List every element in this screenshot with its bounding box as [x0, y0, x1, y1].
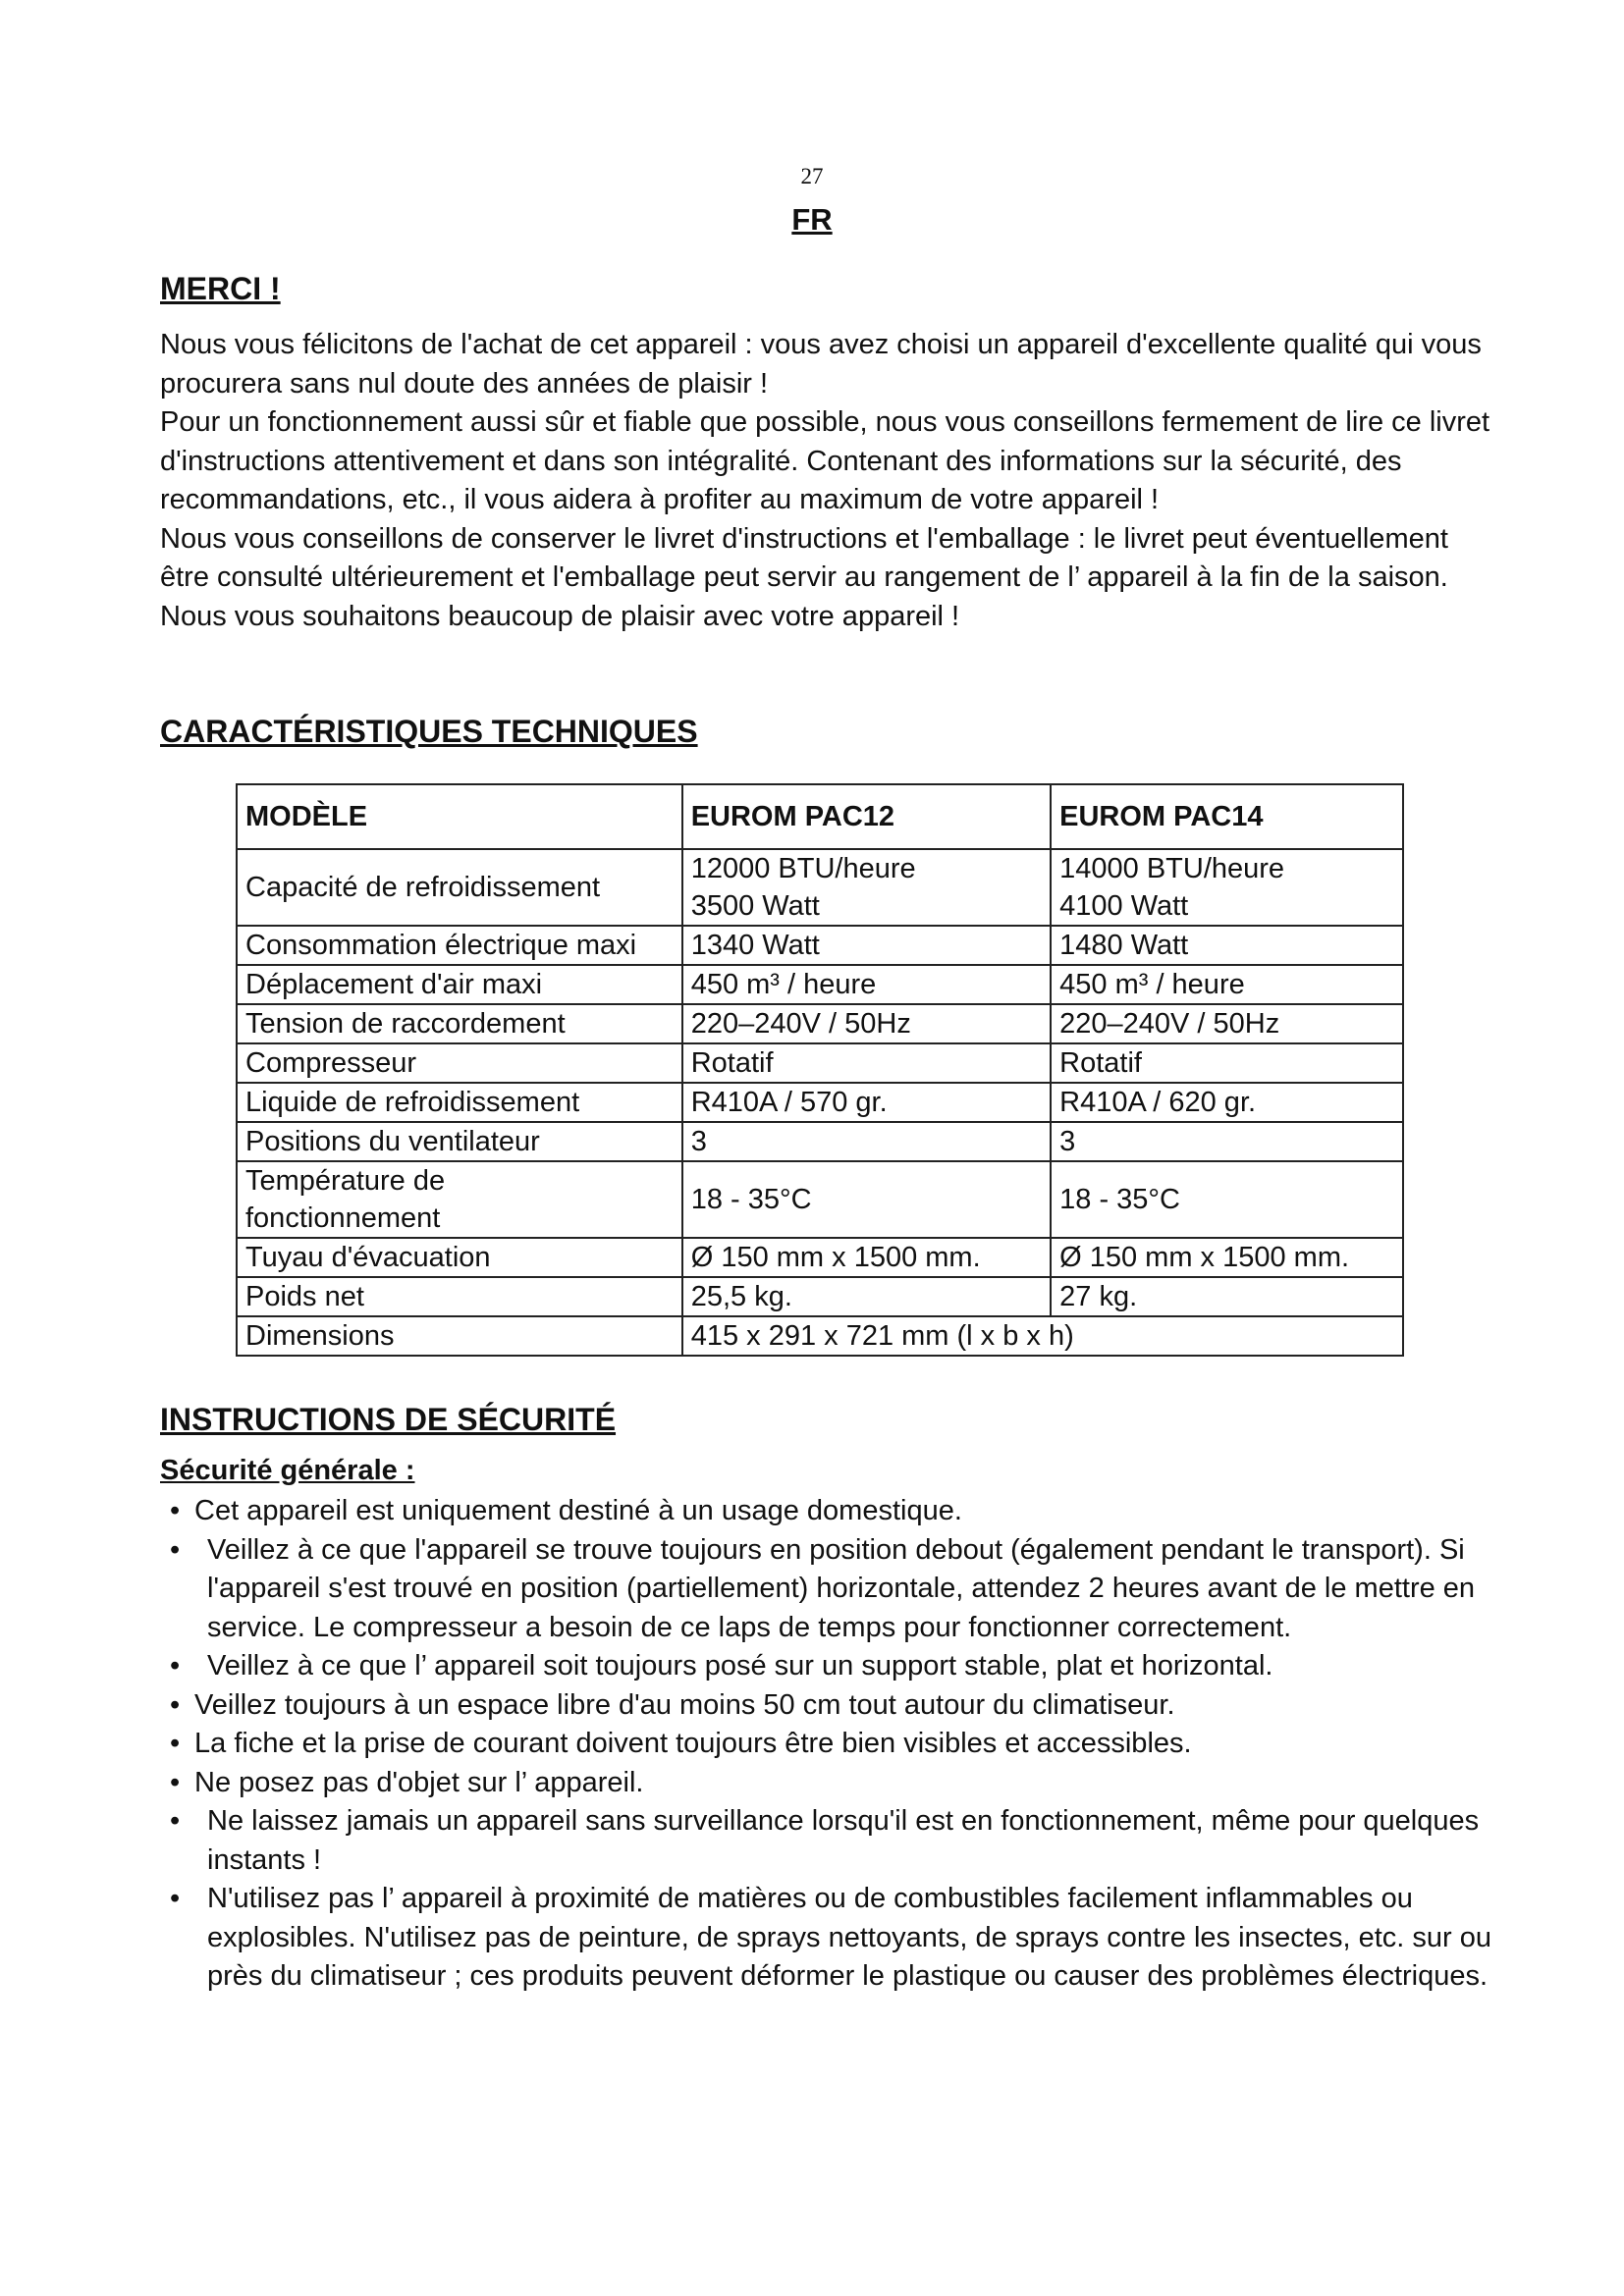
bullet-icon: •: [170, 1883, 181, 1914]
list-item-text: Veillez à ce que l’ appareil soit toujours posé sur un support stable, plat et horizontal.: [207, 1650, 1273, 1682]
cell-pac12: 450 m³ / heure: [682, 965, 1051, 1004]
cell-pac12: Rotatif: [682, 1043, 1051, 1083]
cell-pac12: [682, 849, 1051, 926]
cell-pac12: 3: [682, 1122, 1051, 1161]
bullet-icon: •: [170, 1728, 181, 1759]
cell-pac14: 18 - 35°C: [1051, 1161, 1403, 1238]
intro-paragraph: Nous vous félicitons de l'achat de cet appareil : vous avez choisi un appareil d'excellente qualité qui vous procurera sans nul doute des années de plaisir !: [160, 329, 1482, 400]
cell-line: Température de: [245, 1165, 446, 1197]
cell-line: 3500 Watt: [690, 890, 820, 922]
safety-heading: INSTRUCTIONS DE SÉCURITÉ: [160, 1402, 617, 1437]
bullet-icon: •: [170, 1495, 181, 1526]
cell-pac14: R410A / 620 gr.: [1051, 1083, 1403, 1122]
row-label: Capacité de refroidissement: [237, 849, 682, 926]
intro-paragraph: Pour un fonctionnement aussi sûr et fiable que possible, nous vous conseillons fermement de lire ce livret d'instructions attentivement et dans son intégralité. Contenant des informations sur la sécurité, des recommandations, etc., il vous aidera à profiter au maximum de votre appareil !: [160, 406, 1490, 515]
column-header-pac14: EUROM PAC14: [1051, 784, 1403, 849]
safety-subheading: Sécurité générale :: [160, 1455, 415, 1486]
table-row: [237, 1238, 1403, 1277]
row-label: Dimensions: [237, 1316, 682, 1356]
list-item-text: Ne posez pas d'objet sur l’ appareil.: [194, 1766, 644, 1798]
list-item: [160, 1492, 1495, 1531]
bullet-icon: •: [170, 1533, 181, 1566]
list-item-text: N'utilisez pas l’ appareil à proximité de matières ou de combustibles facilement inflammables ou explosibles. N'utilisez pas de peinture, de sprays nettoyants, de sprays contre les insectes, etc. sur ou près du climatiseur ; ces produits peuvent déformer le plastique ou causer des problèmes électriques.: [207, 1883, 1491, 1992]
list-item-text: Ne laissez jamais un appareil sans surveillance lorsqu'il est en fonctionnement, même pour quelques instants !: [207, 1805, 1480, 1876]
row-label: Déplacement d'air maxi: [237, 965, 682, 1004]
cell-pac12: R410A / 570 gr.: [682, 1083, 1051, 1122]
table-row: [237, 965, 1403, 1004]
specs-table: [236, 783, 1404, 1357]
cell-pac14: 220–240V / 50Hz: [1051, 1004, 1403, 1043]
bullet-icon: •: [170, 1766, 181, 1798]
intro-text: [160, 326, 1495, 636]
cell-pac14: 27 kg.: [1051, 1277, 1403, 1316]
row-label: Consommation électrique maxi: [237, 926, 682, 965]
list-item-text: Veillez toujours à un espace libre d'au moins 50 cm tout autour du climatiseur.: [194, 1688, 1175, 1721]
row-label: Poids net: [237, 1277, 682, 1316]
list-item-text: La fiche et la prise de courant doivent toujours être bien visibles et accessibles.: [194, 1728, 1192, 1759]
bullet-icon: •: [170, 1805, 181, 1837]
table-row: [237, 1277, 1403, 1316]
list-item-text: Veillez à ce que l'appareil se trouve toujours en position debout (également pendant le transport). Si l'appareil s'est trouvé en position (partiellement) horizontale, attendez 2 heures avant de le mettre en service. Le compresseur a besoin de ce laps de temps pour fonctionner correctement.: [207, 1533, 1476, 1643]
row-label: Liquide de refroidissement: [237, 1083, 682, 1122]
table-header-row: [237, 784, 1403, 849]
cell-pac12: 18 - 35°C: [682, 1161, 1051, 1238]
bullet-icon: •: [170, 1688, 181, 1721]
cell-pac14: 3: [1051, 1122, 1403, 1161]
page-number: 27: [800, 164, 824, 188]
cell-line: 14000 BTU/heure: [1059, 853, 1285, 884]
intro-paragraph: Nous vous souhaitons beaucoup de plaisir avec votre appareil !: [160, 600, 960, 632]
cell-pac14: [1051, 849, 1403, 926]
cell-both-models: 415 x 291 x 721 mm (l x b x h): [682, 1316, 1403, 1356]
list-item: [160, 1686, 1495, 1726]
table-row: [237, 926, 1403, 965]
cell-line: 12000 BTU/heure: [690, 853, 916, 884]
cell-pac14: 450 m³ / heure: [1051, 965, 1403, 1004]
list-item: [160, 1725, 1495, 1764]
safety-list: [160, 1492, 1495, 1997]
list-item: [160, 1802, 1495, 1880]
list-item-text: Cet appareil est uniquement destiné à un usage domestique.: [194, 1495, 962, 1526]
cell-pac14: Rotatif: [1051, 1043, 1403, 1083]
list-item: [160, 1647, 1495, 1686]
intro-paragraph: Nous vous conseillons de conserver le livret d'instructions et l'emballage : le livret peut éventuellement être consulté ultérieurement et l'emballage peut servir au rangement de l’ appareil à la fin de la saison.: [160, 522, 1448, 593]
specs-heading: CARACTÉRISTIQUES TECHNIQUES: [160, 714, 698, 749]
cell-pac14: Ø 150 mm x 1500 mm.: [1051, 1238, 1403, 1277]
language-label: FR: [791, 202, 833, 237]
column-header-pac12: EUROM PAC12: [682, 784, 1051, 849]
table-row: [237, 1043, 1403, 1083]
table-row: [237, 1083, 1403, 1122]
cell-pac12: Ø 150 mm x 1500 mm.: [682, 1238, 1051, 1277]
table-row: [237, 1316, 1403, 1356]
cell-pac12: 1340 Watt: [682, 926, 1051, 965]
row-label: [237, 1161, 682, 1238]
row-label: Compresseur: [237, 1043, 682, 1083]
cell-pac14: 1480 Watt: [1051, 926, 1403, 965]
table-row: [237, 1161, 1403, 1238]
row-label: Positions du ventilateur: [237, 1122, 682, 1161]
cell-pac12: 220–240V / 50Hz: [682, 1004, 1051, 1043]
table-row: [237, 1122, 1403, 1161]
cell-pac12: 25,5 kg.: [682, 1277, 1051, 1316]
table-row: [237, 1004, 1403, 1043]
row-label: Tension de raccordement: [237, 1004, 682, 1043]
list-item: [160, 1531, 1495, 1648]
cell-line: 4100 Watt: [1059, 890, 1189, 922]
list-item: [160, 1880, 1495, 1997]
list-item: [160, 1764, 1495, 1803]
row-label: Tuyau d'évacuation: [237, 1238, 682, 1277]
bullet-icon: •: [170, 1650, 181, 1682]
cell-line: fonctionnement: [245, 1202, 441, 1234]
column-header-model: MODÈLE: [237, 784, 682, 849]
thanks-heading: MERCI !: [160, 271, 281, 306]
table-row: [237, 849, 1403, 926]
